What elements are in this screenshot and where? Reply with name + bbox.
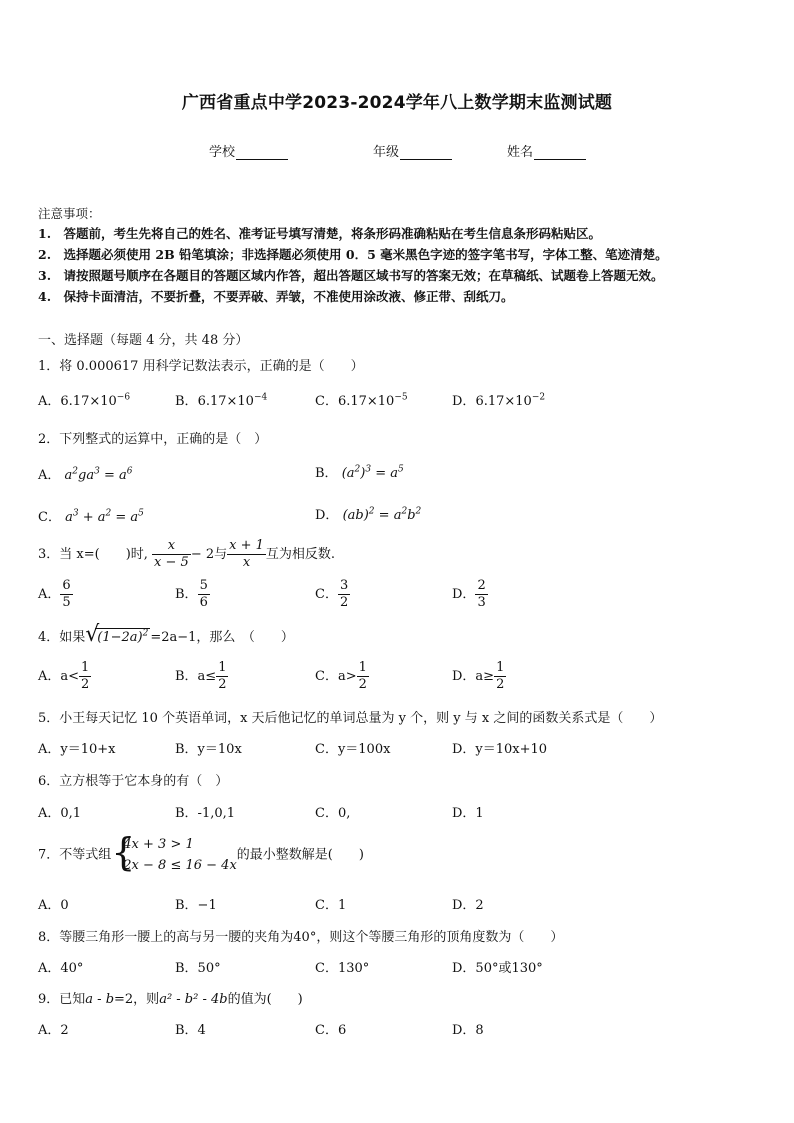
fraction-denominator: 6 [199,595,208,610]
question-3 [38,538,335,571]
q4-sqrt: √ $(1-2a)^2$ [85,622,149,647]
q8-option-d: D．50°或130° [452,961,543,976]
option-label: C． [315,394,338,409]
fraction-numerator: 1 [496,660,505,675]
q9-expression: a² - b² - 4b [159,992,228,1007]
fraction-denominator: x − 5 [154,555,189,570]
option-label: D． [452,394,476,409]
q3-option-c [315,578,350,611]
note-item: 1. 答题前，考生先将自己的姓名、准考证号填写清楚，将条形码准确粘贴在考生信息条形码粘贴区。 [38,226,602,241]
q2-option-b: B． $(a^2)^3 = a^5$ [315,464,404,481]
q3-mid: 与 [214,547,228,562]
school-field [209,141,288,160]
fraction-denominator: x [242,555,251,570]
q9-text: =2，则 [114,992,160,1007]
q2-option-a: A． $a^2ga^3 = a^6$ [38,466,133,483]
question-5: 5．小王每天记忆 10 个英语单词，x 天后他记忆的单词总量为 y 个，则 y 与 x 之间的函数关系式是（ ） [38,711,663,726]
q4-radicand: (1−2a) [97,630,143,645]
option-base: 6.17×10 [337,394,395,409]
q8-option-c: C．130° [315,961,370,976]
fraction-denominator: 2 [81,677,90,692]
option-label: A． [38,587,61,602]
option-label: A． [38,468,61,483]
grade-label: 年级 [373,145,400,160]
note-item: 2. 选择题必须使用 2B 铅笔填涂；非选择题必须使用 0．5 毫米黑色字迹的签字笔书写，字体工整、笔迹清楚。 [38,247,668,262]
question-8: 8．等腰三角形一腰上的高与另一腰的夹角为40°，则这个等腰三角形的顶角度数为（ ） [38,930,564,945]
fraction-denominator: 2 [339,595,349,610]
option-label: A．a< [38,669,80,684]
q7-option-b: B．−1 [175,898,217,913]
q7-option-a: A．0 [38,898,69,913]
fraction-numerator: 5 [199,578,208,593]
option-label: C． [315,587,338,602]
question-9 [38,988,303,1007]
q9-option-a: A．2 [38,1023,69,1038]
q2-option-c: C． $a^3 + a^2 = a^5$ [38,508,144,525]
name-field [507,141,586,160]
q9-text: 的值为( ) [227,992,303,1007]
q3-option-d [452,578,488,611]
q5-option-d: D．y＝10x+10 [452,742,548,757]
q3-minus-two: − 2 [190,547,215,562]
option-exponent: −2 [531,392,546,403]
q1-option-b [175,390,267,409]
grade-field [373,141,452,160]
fraction-denominator: 2 [218,677,227,692]
option-label: A． [38,394,61,409]
q4-prefix: 4．如果 [38,630,86,645]
q7-suffix: 的最小整数解是( ) [236,847,364,863]
q4-option-a [38,660,91,693]
option-exponent: −4 [253,392,268,403]
fraction-numerator: 1 [81,660,90,675]
q6-option-b: B．-1,0,1 [175,806,236,821]
q9-option-b: B．4 [175,1023,206,1038]
q4-radicand-exponent: 2 [142,628,149,639]
option-label: B． [175,587,198,602]
option-base: 6.17×10 [60,394,117,409]
note-item: 3. 请按照题号顺序在各题目的答题区域内作答，超出答题区域书写的答案无效；在草稿纸、试题卷上答题无效。 [38,268,664,283]
page-title: 广西省重点中学2023-2024学年八上数学期末监测试题 [181,93,613,113]
q5-option-c: C．y＝100x [315,742,391,757]
inequality-row: 2x − 8 ≤ 16 − 4x [123,858,237,873]
fraction-denominator: 3 [477,595,486,610]
q1-option-a [38,390,130,409]
grade-blank [400,147,452,160]
q7-prefix: 7．不等式组 [38,847,112,863]
q3-option-b [175,578,210,611]
option-exponent: −6 [116,392,131,403]
q5-option-b: B．y＝10x [175,742,242,757]
option-label: B． [175,394,198,409]
option-label: D． [315,508,339,523]
option-base: 6.17×10 [197,394,254,409]
notes-heading: 注意事项： [38,206,101,221]
option-exponent: −5 [394,392,408,403]
name-label: 姓名 [507,145,534,160]
question-6: 6．立方根等于它本身的有（ ） [38,774,229,789]
option-label: C． [38,510,61,525]
fraction-numerator: x + 1 [229,538,264,553]
q4-option-c [315,660,369,693]
question-7 [38,830,364,876]
fraction-numerator: x [152,538,191,555]
fraction-numerator: 2 [477,578,486,593]
inequality-row: 4x + 3 > 1 [123,837,194,852]
question-2: 2．下列整式的运算中，正确的是（ ） [38,432,268,447]
q9-expression: a - b [85,992,115,1007]
q4-suffix: =2a−1，那么 （ ） [150,630,294,645]
q9-text: 9．已知 [38,992,86,1007]
q7-inequality-system: { 4x + 3 > 1 2x − 8 ≤ 16 − 4x [111,830,237,874]
q3-prefix: 3．当 x=( )时, [38,547,148,562]
option-base: 6.17×10 [475,394,532,409]
school-label: 学校 [209,145,236,160]
option-label: C．a> [315,669,357,684]
q2-option-d: D． $(ab)^2 = a^2b^2$ [315,506,422,523]
q5-option-a: A．y＝10+x [38,742,116,757]
q1-option-d [452,390,545,409]
q6-option-a: A．0,1 [38,806,82,821]
fraction-numerator: 6 [62,578,71,593]
option-label: B．a≤ [175,669,217,684]
school-blank [236,147,288,160]
q3-fraction-2 [227,538,266,571]
note-item: 4. 保持卡面清洁，不要折叠，不要弄破、弄皱，不准使用涂改液、修正带、刮纸刀。 [38,289,514,304]
fraction-numerator: 3 [339,578,349,593]
q6-option-c: C．0, [315,806,351,821]
fraction-denominator: 5 [62,595,71,610]
question-4 [38,622,294,647]
q3-option-a [38,578,73,611]
question-1: 1．将 0.000617 用科学记数法表示，正确的是（ ） [38,359,364,374]
q6-option-d: D．1 [452,806,484,821]
option-label: B． [315,466,338,481]
fraction-numerator: 1 [358,660,367,675]
q9-option-c: C．6 [315,1023,347,1038]
q4-option-d [452,660,506,693]
option-label: D．a≥ [452,669,495,684]
q7-option-c: C．1 [315,898,347,913]
q3-fraction-1 [152,538,191,571]
q8-option-a: A．40° [38,961,84,976]
q7-option-d: D．2 [452,898,484,913]
fraction-denominator: 2 [358,677,367,692]
q4-option-b [175,660,228,693]
section-heading: 一、选择题（每题 4 分，共 48 分） [38,333,249,348]
option-label: D． [452,587,476,602]
q8-option-b: B．50° [175,961,221,976]
fraction-denominator: 2 [496,677,505,692]
q9-option-d: D．8 [452,1023,484,1038]
fraction-numerator: 1 [218,660,227,675]
q3-suffix: 互为相反数. [265,547,336,562]
name-blank [534,147,586,160]
q1-option-c [315,390,408,409]
